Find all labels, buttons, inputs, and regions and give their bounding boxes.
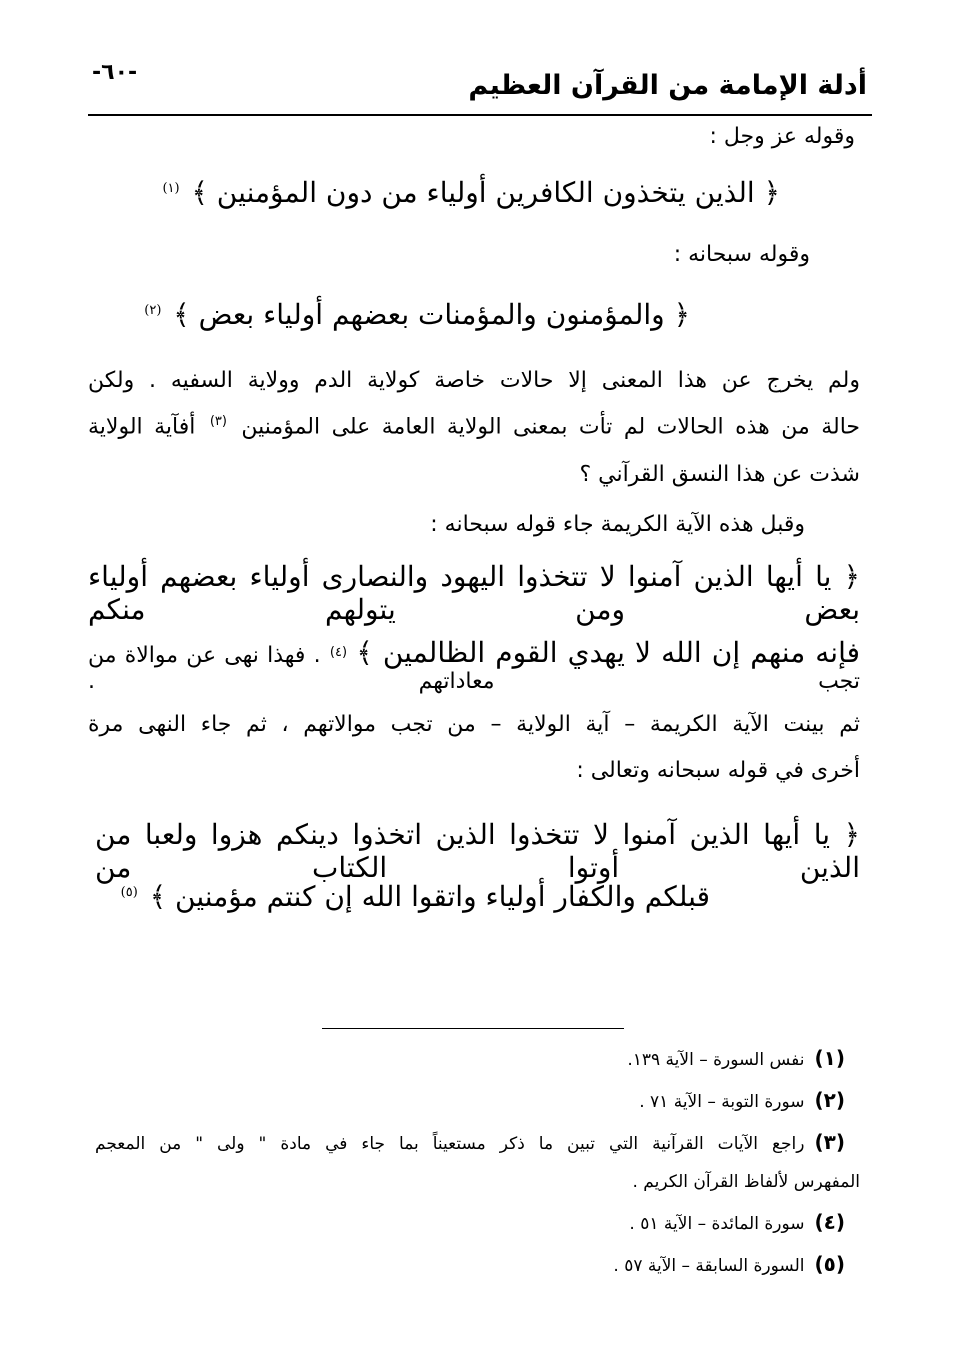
book-title: أدلة الإمامة من القرآن العظيم bbox=[468, 70, 867, 101]
verse-3-line-1: ﴿ يا أيها الذين آمنوا لا تتخذوا اليهود والنصارى أولياء بعضهم أولياء بعض ومن يتولهم منكم bbox=[88, 560, 860, 626]
footnote-ref-2: (٢) bbox=[144, 302, 162, 318]
footnote-4-number: (٤) bbox=[814, 1210, 845, 1234]
verse-2-text: ﴿ والمؤمنون والمؤمنات بعضهم أولياء بعض ﴾ bbox=[173, 298, 690, 331]
verse-3-line-2-text: فإنه منهم إن الله لا يهدي القوم الظالمين ﴾ bbox=[356, 636, 861, 669]
footnote-2-number: (٢) bbox=[814, 1088, 845, 1112]
footnote-3 bbox=[95, 1130, 845, 1154]
footnote-4-text: سورة المائدة – الآية ٥١ . bbox=[629, 1214, 805, 1234]
verse-3-line-2 bbox=[88, 636, 860, 694]
footnote-ref-4: (٤) bbox=[329, 644, 348, 660]
footnote-ref-3: (٣) bbox=[209, 414, 227, 429]
intro-1: وقوله عز وجل : bbox=[709, 124, 855, 149]
footnote-3-number: (٣) bbox=[814, 1130, 845, 1154]
footnote-ref-1: (١) bbox=[162, 180, 180, 196]
paragraph-1-line-2-b: أفآية الولاية bbox=[88, 414, 196, 440]
verse-3-after-text: . فهذا نهى عن موالاة من تجب معاداتهم . bbox=[88, 643, 860, 694]
footnote-2 bbox=[639, 1088, 845, 1112]
verse-1 bbox=[162, 176, 780, 209]
page-number: -٦٠- bbox=[92, 60, 138, 85]
header-rule bbox=[88, 114, 872, 116]
footnote-ref-5: (٥) bbox=[120, 884, 138, 900]
verse-2 bbox=[144, 298, 690, 331]
intro-2: وقوله سبحانه : bbox=[673, 242, 810, 267]
paragraph-1-line-2 bbox=[88, 414, 860, 439]
footnote-3-continuation: المفهرس لألفاظ القرآن الكريم . bbox=[632, 1172, 860, 1192]
footnote-separator bbox=[322, 1028, 624, 1029]
intro-3: وقبل هذه الآية الكريمة جاء قوله سبحانه : bbox=[430, 512, 805, 537]
paragraph-1-line-3: شذت عن هذا النسق القرآني ؟ bbox=[579, 462, 860, 487]
paragraph-1-line-1: ولم يخرج عن هذا المعنى إلا حالات خاصة كولاية الدم وولاية السفيه . ولكن bbox=[88, 368, 860, 393]
verse-1-text: ﴿ الذين يتخذون الكافرين أولياء من دون المؤمنين ﴾ bbox=[191, 176, 780, 209]
footnote-2-text: سورة التوبة – الآية ٧١ . bbox=[639, 1092, 805, 1112]
footnote-5-number: (٥) bbox=[814, 1252, 845, 1276]
footnote-5-text: السورة السابقة – الآية ٥٧ . bbox=[613, 1256, 805, 1276]
paragraph-2-line-1: ثم بينت الآية الكريمة – آية الولاية – من تجب موالاتهم ، ثم جاء النهى مرة bbox=[88, 712, 860, 737]
footnote-3-text: راجع الآيات القرآنية التي تبين ما ذكر مستعيناً بما جاء في مادة " ولى " من المعجم bbox=[95, 1134, 805, 1154]
paragraph-1-line-2-a: حالة من هذه الحالات لم تأت بمعنى الولاية العامة على المؤمنين bbox=[241, 414, 861, 440]
verse-4-line-2-text: قبلكم والكفار أولياء واتقوا الله إن كنتم مؤمنين ﴾ bbox=[149, 880, 710, 913]
footnote-5 bbox=[613, 1252, 845, 1276]
footnote-1-number: (١) bbox=[814, 1046, 845, 1070]
footnote-4 bbox=[629, 1210, 845, 1234]
verse-4-line-2 bbox=[120, 880, 710, 913]
footnote-1 bbox=[627, 1046, 845, 1070]
verse-4-line-1: ﴿ يا أيها الذين آمنوا لا تتخذوا الذين اتخذوا دينكم هزوا ولعبا من الذين أوتوا الكتاب من bbox=[95, 818, 860, 884]
footnote-1-text: نفس السورة – الآية ١٣٩. bbox=[627, 1050, 805, 1070]
paragraph-2-line-2: أخرى في قوله سبحانه وتعالى : bbox=[576, 758, 860, 783]
